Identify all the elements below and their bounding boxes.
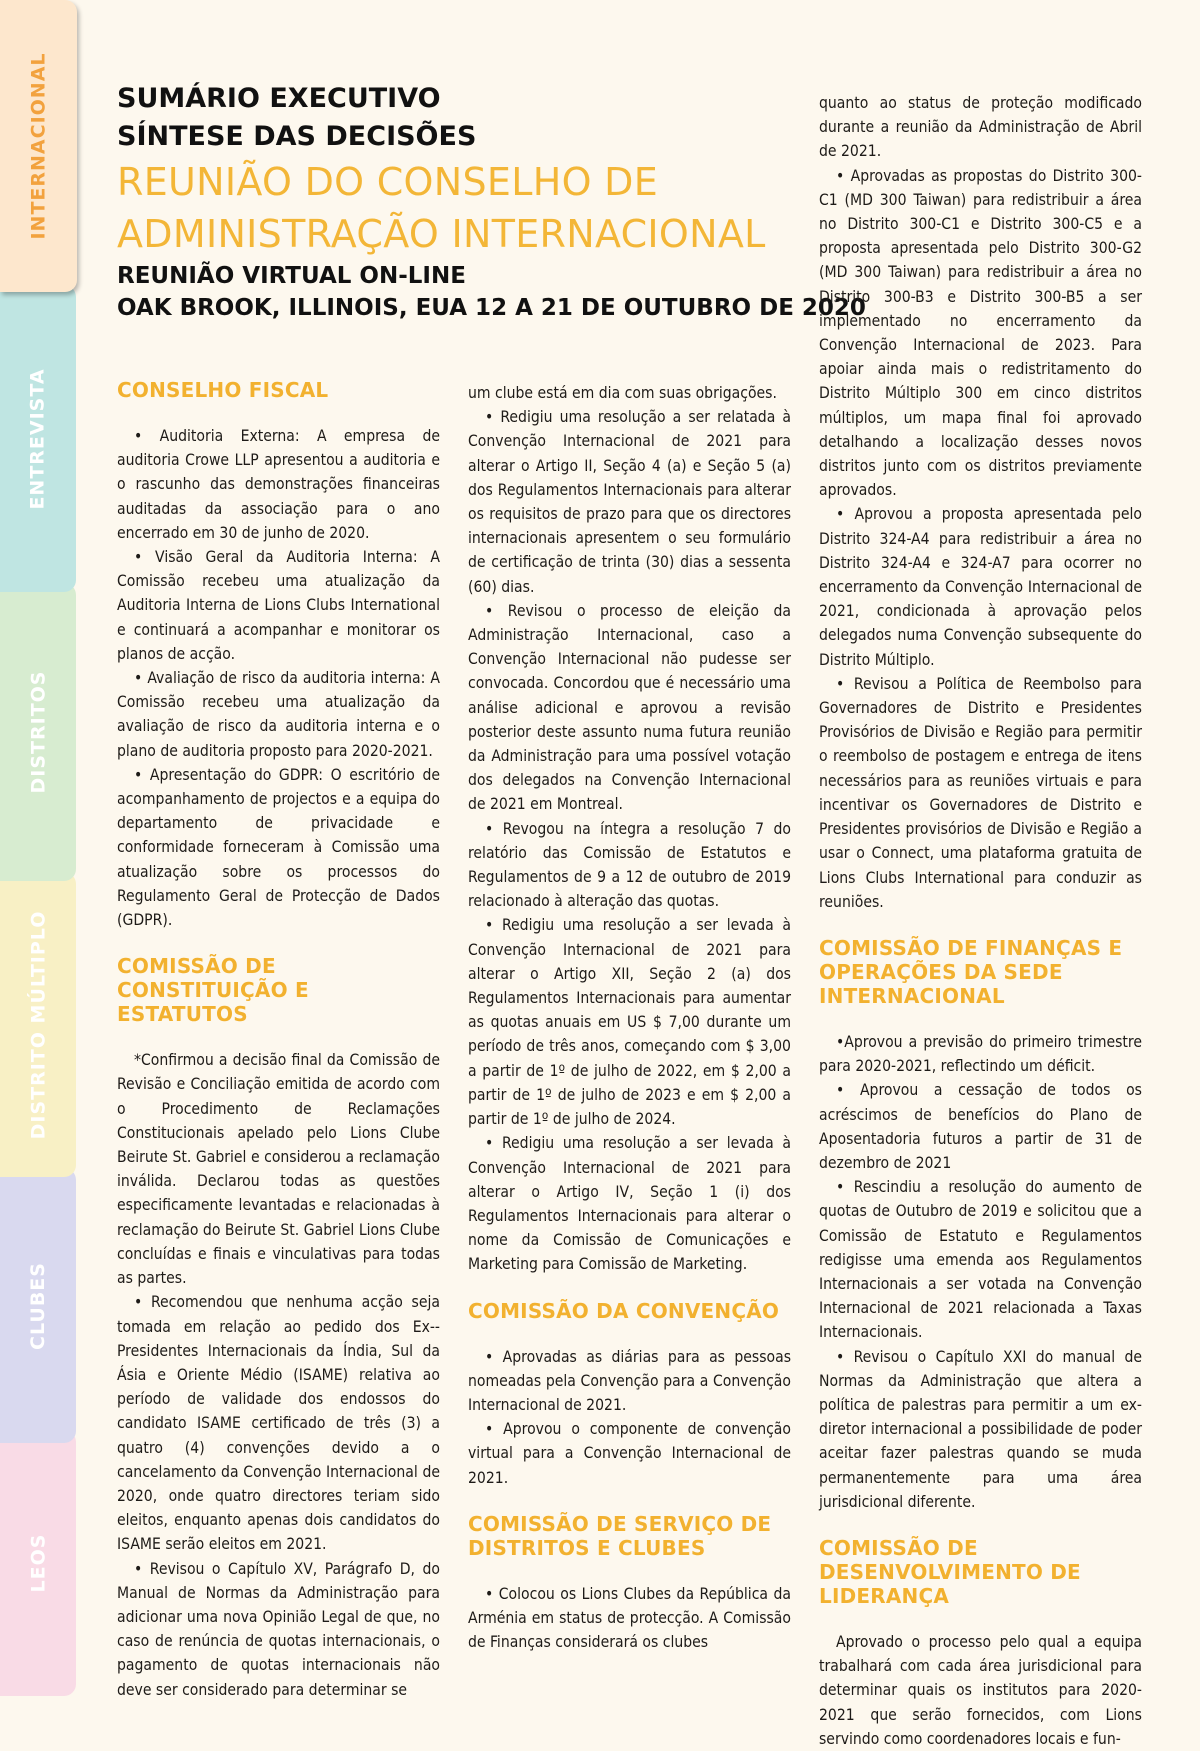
section-title-conselho-fiscal: CONSELHO FISCAL — [117, 378, 329, 402]
paragraph: • Revisou o processo de eleição da Administração Internacional, caso a Convenção Internacional não pudesse ser convocada. Concordou que é necessário uma análise adicional e aprovou a revisão posterior deste assunto numa futura reunião da Administração para uma possível votação dos delegados na Convenção Internacional de 2021 em Montreal. — [468, 601, 791, 814]
section-title-constituicao: COMISSÃO DE CONSTITUIÇÃO E ESTATUTOS — [117, 954, 309, 1027]
paragraph: quanto ao status de proteção modificado durante a reunião da Administração de Abril de 2021. — [819, 94, 1142, 161]
tab-entrevista-label: ENTREVISTA — [27, 367, 50, 510]
paragraph: • Apresentação do GDPR: O escritório de acompanhamento de projectos e a equipa do departamento de privacidade e conformidade forneceram à Comissão uma atualização sobre os processos do Regulamento Geral de Protecção de Dados (GDPR). — [117, 765, 440, 930]
paragraph: • Recomendou que nenhuma acção seja tomada em relação ao pedido dos Ex--Presidentes Internacionais da Índia, Sul da Ásia e Oriente Médio (ISAME) relativa ao período de validade dos endossos do candidato ISAME certificado de três (3) a quatro (4) convenções devido a o cancelamento da Convenção Internacional de 2020, onde quatro directores teriam sido eleitos, enquanto apenas dois candidatos do ISAME serão eleitos em 2021. — [117, 1293, 440, 1554]
tab-clubes[interactable] — [0, 1168, 76, 1443]
paragraph: • Revisou o Capítulo XXI do manual de Normas da Administração que altera a política de palestras para permitir a um ex-diretor internacional a possibilidade de poder aceitar fazer palestras quando se muda permanentemente para uma área jurisdicional diferente. — [819, 1347, 1142, 1511]
section-title-convencao: COMISSÃO DA CONVENÇÃO — [468, 1298, 780, 1323]
header-summary: SUMÁRIO EXECUTIVO — [117, 83, 441, 114]
paragraph: • Rescindiu a resolução do aumento de quotas de Outubro de 2019 e solicitou que a Comissão de Estatuto e Regulamentos redigisse uma emenda aos Regulamentos Internacionais a ser votada na Convenção Internacional de 2021 relacionada a Taxas Internacionais. — [819, 1178, 1142, 1342]
tab-distrito-multiplo[interactable] — [0, 872, 76, 1177]
paragraph: • Visão Geral da Auditoria Interna: A Comissão recebeu uma atualização da Auditoria Interna de Lions Clubs International e continuará a acompanhar e monitorar os planos de acção. — [117, 548, 440, 663]
tab-internacional-label: INTERNACIONAL — [27, 52, 50, 240]
column-2 — [468, 381, 791, 1654]
header-meeting-type: REUNIÃO VIRTUAL ON-LINE — [117, 263, 466, 289]
paragraph: • Colocou os Lions Clubes da República da Arménia em status de protecção. A Comissão de Finanças considerará os clubes — [468, 1584, 791, 1652]
page-header — [117, 80, 866, 324]
paragraph: Aprovado o processo pelo qual a equipa trabalhará com cada área jurisdicional para determinar quais os institutos para 2020-2021 que serão fornecidos, com Lions servindo como coordenadores locais e fun- — [819, 1632, 1142, 1748]
paragraph: • Redigiu uma resolução a ser relatada à Convenção Internacional de 2021 para alterar o Artigo II, Seção 4 (a) e Seção 5 (a) dos Regulamentos Internacionais para alterar os requisitos de prazo para que os directores internacionais apresentem o seu formulário de certificação de trinta (30) dias a sessenta (60) dias. — [468, 408, 791, 596]
paragraph: • Revisou o Capítulo XV, Parágrafo D, do Manual de Normas da Administração para adicionar uma nova Opinião Legal de que, no caso de renúncia de quotas internacionais, o pagamento de quotas internacionais não deve ser considerado para determinar se — [117, 1559, 440, 1699]
paragraph: • Aprovadas as propostas do Distrito 300-C1 (MD 300 Taiwan) para redistribuir a área no Distrito 300-C1 e Distrito 300-C5 e a proposta apresentada pelo Distrito 300-G2 (MD 300 Taiwan) para redistribuir a área no Distrito 300-B3 e Distrito 300-B5 a ser implementado no encerramento da Convenção Internacional de 2023. Para apoiar ainda mais o redistritamento do Distrito Múltiplo 300 em cinco distritos múltiplos, um mapa final foi aprovado detalhando a localização desses novos distritos junto com os distritos previamente aprovados. — [819, 166, 1142, 500]
tab-distrito-multiplo-label: DISTRITO MÚLTIPLO — [27, 910, 49, 1139]
paragraph: • Aprovou o componente de convenção virtual para a Convenção Internacional de 2021. — [468, 1420, 791, 1487]
column-1 — [117, 378, 440, 1702]
paragraph: • Redigiu uma resolução a ser levada à Convenção Internacional de 2021 para alterar o Artigo XII, Seção 2 (a) dos Regulamentos Internacionais para aumentar as quotas anuais em US $ 7,00 durante um período de três anos, começando com $ 3,00 a partir de 1º de julho de 2022, em $ 2,00 a partir de 1º de julho de 2023 e em $ 2,00 a partir de 1º de julho de 2024. — [468, 916, 791, 1129]
tab-distritos-label: DISTRITOS — [27, 670, 50, 794]
section-title-lideranca: COMISSÃO DE DESENVOLVIMENTO DE LIDERANÇA — [819, 1535, 1081, 1608]
tab-clubes-label: CLUBES — [27, 1261, 50, 1350]
tab-leos[interactable] — [0, 1430, 76, 1696]
paragraph: •Aprovou a previsão do primeiro trimestre para 2020-2021, reflectindo um déficit. — [819, 1032, 1142, 1076]
tab-leos-label: LEOS — [26, 1533, 49, 1593]
paragraph: • Aprovou a cessação de todos os acréscimos de benefícios do Plano de Aposentadoria futuros a partir de 31 de dezembro de 2021 — [819, 1081, 1142, 1172]
paragraph: • Avaliação de risco da auditoria interna: A Comissão recebeu uma atualização da avaliação de risco da auditoria interna e o plano de auditoria proposto para 2020-2021. — [117, 669, 440, 760]
paragraph: • Aprovou a proposta apresentada pelo Distrito 324-A4 para redistribuir a área no Distrito 324-A4 e 324-A7 para ocorrer no encerramento da Convenção Internacional de 2021, condicionada à aprovação pelos delegados numa Convenção subsequente do Distrito Múltiplo. — [819, 505, 1142, 669]
paragraph: • Revisou a Política de Reembolso para Governadores de Distrito e Presidentes Provisórios de Divisão e Região para permitir o reembolso de postagem e entrega de itens necessários para as reuniões virtuais e para incentivar os Governadores de Distrito e Presidentes provisórios de Divisão e Região a usar o Connect, uma plataforma gratuita de Lions Clubs International para conduzir as reuniões. — [819, 674, 1142, 911]
paragraph: • Redigiu uma resolução a ser levada à Convenção Internacional de 2021 para alterar o Artigo IV, Seção 1 (i) dos Regulamentos Internacionais para alterar o nome da Comissão de Comunicações e Marketing para Comissão de Marketing. — [468, 1134, 791, 1274]
section-title-financas: COMISSÃO DE FINANÇAS E OPERAÇÕES DA SEDE INTERNACIONAL — [819, 935, 1123, 1008]
section-tabs — [0, 0, 78, 1696]
paragraph: um clube está em dia com suas obrigações. — [468, 384, 777, 402]
page-title-line2: ADMINISTRAÇÃO INTERNACIONAL — [117, 212, 766, 256]
tab-internacional[interactable] — [0, 0, 77, 292]
paragraph: *Confirmou a decisão final da Comissão de Revisão e Conciliação emitida de acordo com o Procedimento de Reclamações Constitucionais apelado pelo Lions Clube Beirute St. Gabriel e considerou a reclamação inválida. Declarou todas as questões especificamente levantadas e relacionadas à reclamação do Beirute St. Gabriel Lions Clube concluídas e finais e vinculativas para todas as partes. — [117, 1051, 440, 1288]
header-synthesis: SÍNTESE DAS DECISÕES — [117, 121, 477, 152]
paragraph: • Auditoria Externa: A empresa de auditoria Crowe LLP apresentou a auditoria e o rascunho das demonstrações financeiras auditadas da associação para o ano encerrado em 30 de junho de 2020. — [117, 427, 440, 542]
paragraph: • Aprovadas as diárias para as pessoas nomeadas pela Convenção para a Convenção Internacional de 2021. — [468, 1347, 791, 1414]
column-3 — [819, 91, 1142, 1751]
tab-entrevista[interactable] — [0, 285, 76, 592]
tab-distritos[interactable] — [0, 583, 76, 881]
section-title-servico-distritos: COMISSÃO DE SERVIÇO DE DISTRITOS E CLUBES — [468, 1511, 772, 1560]
paragraph: • Revogou na íntegra a resolução 7 do relatório das Comissão de Estatutos e Regulamentos de 9 a 12 de outubro de 2019 relacionado à alteração das quotas. — [468, 819, 791, 911]
page-title-line1: REUNIÃO DO CONSELHO DE — [117, 160, 659, 204]
header-location-date: OAK BROOK, ILLINOIS, EUA 12 A 21 DE OUTUBRO DE 2020 — [117, 295, 866, 321]
